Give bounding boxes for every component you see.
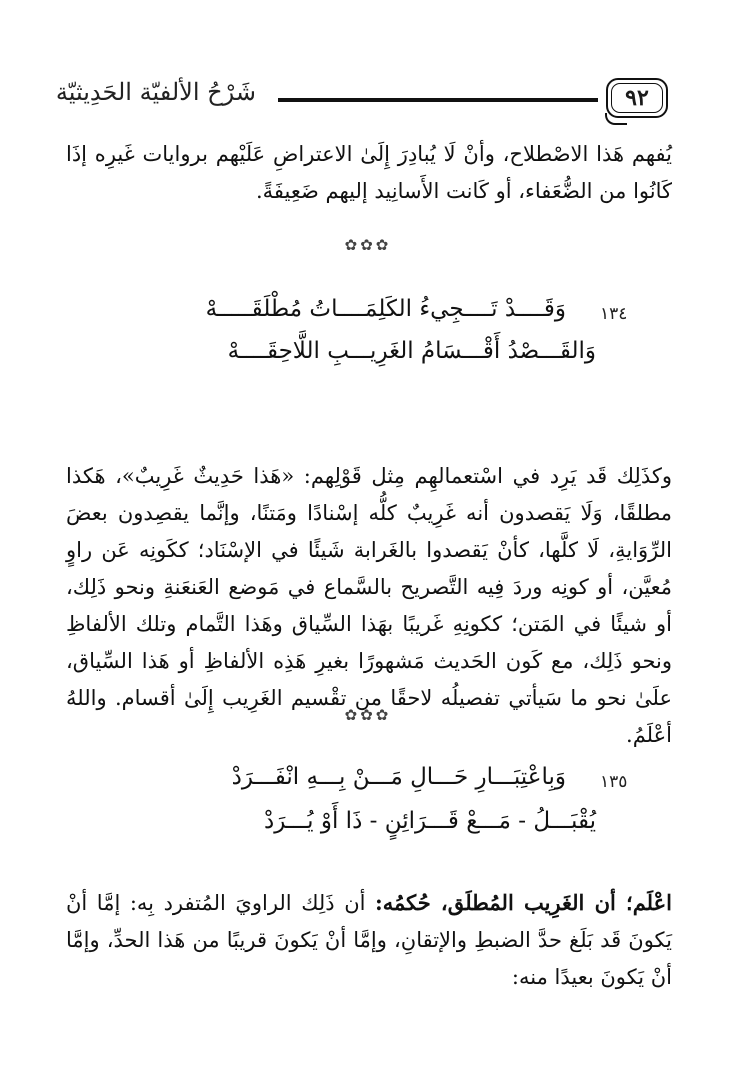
paragraph-2: وكذَلِك قَد يَرِد في اسْتعمالهِم مِثل قَوْلِهم: «هَذا حَدِيثٌ غَرِيبٌ»، هَكذا مطلقًا، وَلَا يَقصدون أنه غَرِيبٌ كلُّه إسْنادًا ومَتنًا، وإنَّما يقصِدون بعضَ الرِّوَايةِ، لَا كلَّها، كأنْ يَقصدوا بالغَرابة شَيئًا في الإسْنَاد؛ ككَونِه عَن راوٍ مُعيَّن، أو كونِه وردَ فِيه التَّصريح بالسَّماع في مَوضع العَنعَنةِ ونحو ذَلِك، أو شيئًا في المَتن؛ ككونِهِ غَريبًا بهَذا السِّياق وهَذا التَّمام وتلك الألفاظِ ونحو ذَلِك، مع كَون الحَديث مَشهورًا بغيرِ هَذِه الألفاظِ أو هَذا السِّياق، علَىٰ نحو ما سَيأتي تفصيلُه لاحقًا من تقْسيم الغَرِيب إِلَىٰ أقسام. واللهُ أعْلَمُ. [66, 464, 672, 747]
verse-first-hemistich: وَقَــــدْ تَــــجِيءُ الكَلِمَــــاتُ مُطْلَقَـــــهْ [205, 296, 566, 322]
verse-first-hemistich: وَبِاعْتِبَـــارِ حَـــالِ مَـــنْ بِـــهِ انْفَـــرَدْ [231, 764, 566, 790]
verse-second-hemistich: يُقْبَـــلُ - مَـــعْ قَـــرَائِنٍ - ذَا أَوْ يُـــرَدْ [264, 808, 596, 834]
paragraph-1: يُفهم هَذا الاصْطلاح، وأنْ لَا يُبادِرَ إِلَىٰ الاعتراضِ عَلَيْهم بروايات غَيرِه إذَا كَانُوا من الضُّعَفاء، أو كَانت الأَسانِيد إليهم ضَعِيفَةً. [66, 142, 672, 203]
section-ornament: ✿✿✿ [344, 236, 392, 254]
verse-number: ١٣٤ [600, 304, 628, 324]
section-ornament: ✿✿✿ [344, 706, 392, 724]
page-number-frame [606, 78, 668, 118]
header-rule [278, 98, 598, 102]
verse-number: ١٣٥ [600, 772, 628, 792]
page-number: ٩٢ [625, 85, 649, 111]
paragraph-3 [66, 884, 672, 996]
paragraph-body: أن ذَلِك الراويَ المُتفرد بِه: إمَّا أنْ يَكونَ قَد بَلَغ حدَّ الضبطِ والإتقانِ، وإمَّا أنْ يَكونَ قريبًا من هَذا الحدِّ، وإمَّا أنْ يَكونَ بعيدًا منه: [66, 891, 672, 989]
book-title: شَرْحُ الألفيّة الحَدِيثيّة [55, 78, 256, 106]
verse-second-hemistich: وَالقَـــصْدُ أَقْـــسَامُ الغَرِيـــبِ اللَّاحِقَــــهْ [227, 338, 596, 364]
paragraph-lead-bold: اعْلَم؛ أن الغَرِيب المُطلَق، حُكمُه: [375, 890, 672, 915]
page-header [56, 74, 668, 132]
